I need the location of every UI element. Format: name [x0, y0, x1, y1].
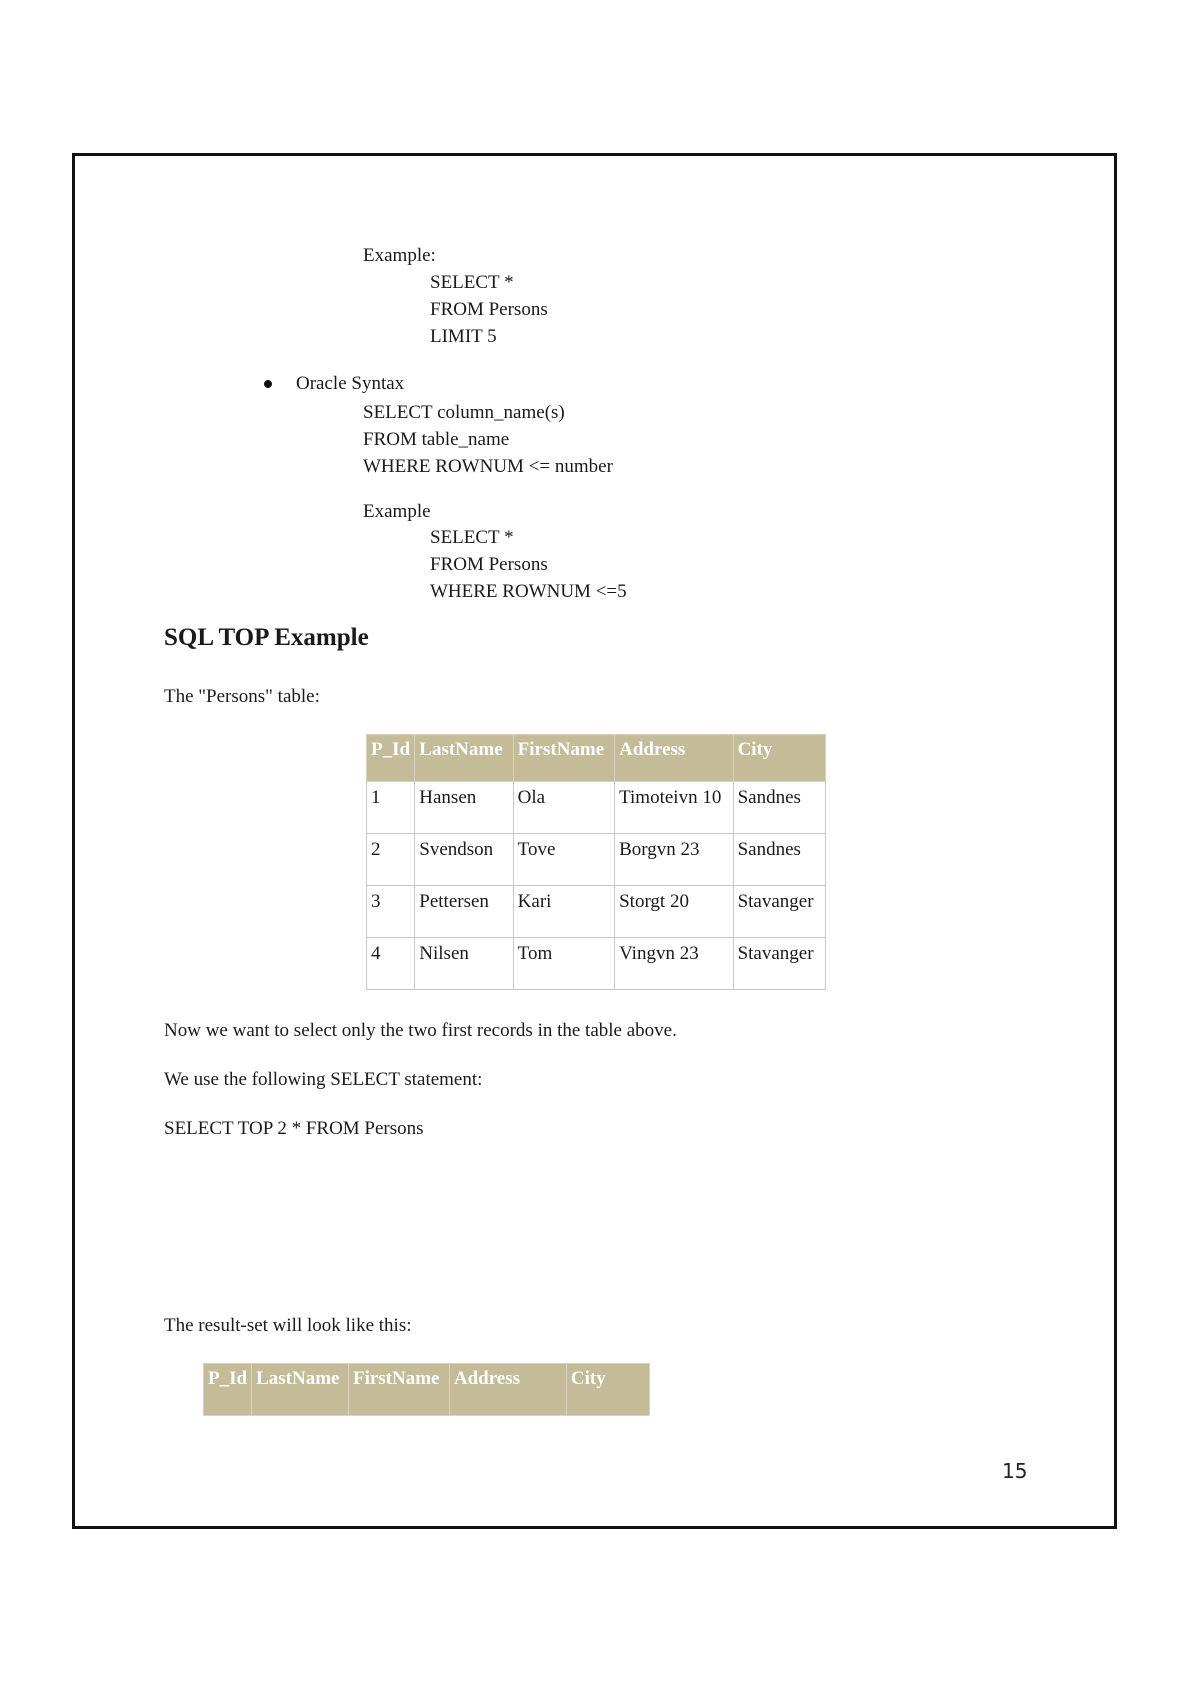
sql-statement: SELECT TOP 2 * FROM Persons — [164, 1118, 424, 1139]
table-header-row — [204, 1364, 650, 1416]
persons-table-intro: The "Persons" table: — [164, 686, 320, 707]
oracle-example-label: Example — [363, 501, 431, 522]
cell-lastname: Hansen — [415, 782, 513, 834]
paragraph-use-following: We use the following SELECT statement: — [164, 1069, 483, 1090]
section-heading: SQL TOP Example — [164, 624, 369, 651]
mysql-example-line-3: LIMIT 5 — [430, 326, 497, 347]
table-row — [367, 834, 826, 886]
cell-city: Stavanger — [733, 938, 825, 990]
cell-p-id: 2 — [367, 834, 415, 886]
cell-lastname: Svendson — [415, 834, 513, 886]
column-header-p-id: P_Id — [204, 1364, 252, 1416]
oracle-syntax-bullet: Oracle Syntax — [296, 373, 405, 394]
cell-p-id: 4 — [367, 938, 415, 990]
bullet-icon — [264, 380, 272, 388]
cell-lastname: Pettersen — [415, 886, 513, 938]
column-header-p-id: P_Id — [367, 735, 415, 782]
cell-p-id: 3 — [367, 886, 415, 938]
cell-address: Storgt 20 — [615, 886, 733, 938]
column-header-firstname: FirstName — [348, 1364, 449, 1416]
column-header-city: City — [566, 1364, 649, 1416]
column-header-address: Address — [449, 1364, 566, 1416]
column-header-firstname: FirstName — [513, 735, 614, 782]
cell-firstname: Ola — [513, 782, 614, 834]
column-header-city: City — [733, 735, 825, 782]
cell-city: Sandnes — [733, 834, 825, 886]
cell-address: Borgvn 23 — [615, 834, 733, 886]
column-header-address: Address — [615, 735, 733, 782]
mysql-example-line-2: FROM Persons — [430, 299, 548, 320]
oracle-example-line-3: WHERE ROWNUM <=5 — [430, 581, 627, 602]
table-row — [367, 886, 826, 938]
paragraph-select-two: Now we want to select only the two first records in the table above. — [164, 1020, 677, 1041]
cell-city: Stavanger — [733, 886, 825, 938]
cell-lastname: Nilsen — [415, 938, 513, 990]
mysql-example-label: Example: — [363, 245, 436, 266]
oracle-syntax-line-3: WHERE ROWNUM <= number — [363, 456, 613, 477]
oracle-example-line-1: SELECT * — [430, 527, 514, 548]
cell-city: Sandnes — [733, 782, 825, 834]
table-header-row — [367, 735, 826, 782]
persons-table — [366, 734, 826, 990]
cell-address: Timoteivn 10 — [615, 782, 733, 834]
mysql-example-line-1: SELECT * — [430, 272, 514, 293]
page-number: 15 — [1002, 1459, 1028, 1483]
cell-firstname: Kari — [513, 886, 614, 938]
oracle-syntax-line-2: FROM table_name — [363, 429, 510, 450]
table-row — [367, 938, 826, 990]
column-header-lastname: LastName — [415, 735, 513, 782]
column-header-lastname: LastName — [252, 1364, 349, 1416]
result-set-intro: The result-set will look like this: — [164, 1315, 412, 1336]
cell-p-id: 1 — [367, 782, 415, 834]
cell-address: Vingvn 23 — [615, 938, 733, 990]
oracle-syntax-line-1: SELECT column_name(s) — [363, 402, 565, 423]
table-row — [367, 782, 826, 834]
oracle-example-line-2: FROM Persons — [430, 554, 548, 575]
cell-firstname: Tom — [513, 938, 614, 990]
cell-firstname: Tove — [513, 834, 614, 886]
result-table — [203, 1363, 650, 1416]
